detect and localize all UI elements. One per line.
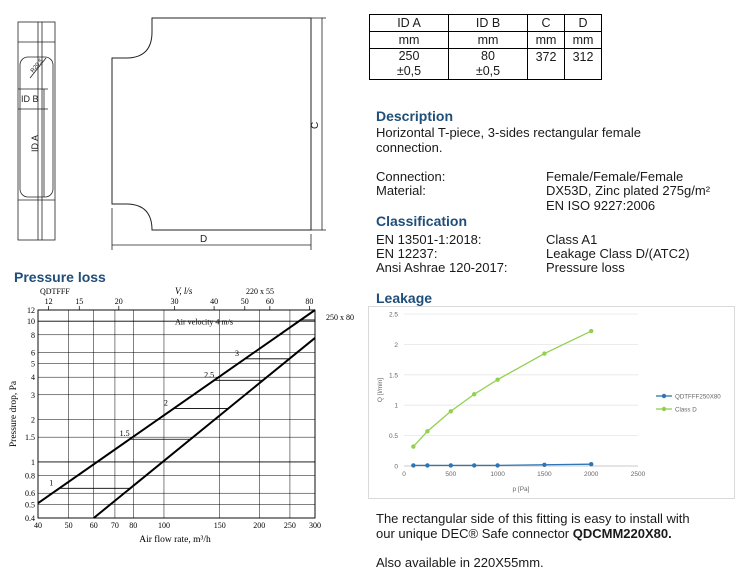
connector-product-code: QDCMM220X80. — [572, 526, 672, 541]
series-line-2 — [94, 338, 315, 518]
legend-marker — [662, 407, 666, 411]
y-tick-label: 0.5 — [25, 500, 35, 510]
x-axis-label: Air flow rate, m³/h — [139, 535, 211, 544]
data-point — [495, 377, 499, 381]
data-point — [542, 351, 546, 355]
data-point — [411, 444, 415, 448]
x-tick-label: 0 — [402, 471, 406, 478]
unit-id-b: mm — [449, 32, 528, 49]
series-label-250x80: 250 x 80 — [326, 313, 354, 322]
y-tick-label: 0.8 — [25, 471, 35, 481]
y-tick-label: 6 — [31, 348, 35, 358]
class-label-1: EN 13501-1:2018: — [376, 232, 482, 247]
y-tick-label: 0.4 — [25, 514, 35, 523]
spec-value-row — [370, 49, 602, 80]
velocity-marker-label: 1.5 — [119, 429, 130, 439]
top-tick-label: 40 — [210, 297, 219, 306]
value-d: 312 — [565, 49, 602, 80]
connection-label: Connection: — [376, 169, 446, 184]
y-tick-label: 5 — [31, 359, 35, 369]
x-tick-label: 250 — [283, 521, 296, 530]
class-label-3: Ansi Ashrae 120-2017: — [376, 260, 508, 275]
tolerance-id-b: ±0,5 — [475, 64, 501, 78]
product-label: QDTFFF — [40, 287, 70, 296]
y-tick-label: 1.5 — [25, 433, 35, 443]
x-tick-label: 200 — [253, 521, 266, 530]
value-id-b: 80 — [481, 49, 495, 63]
top-tick-label: 30 — [170, 297, 179, 306]
air-velocity-label: Air velocity 4 m/s — [175, 317, 233, 327]
y-axis-label: Q [l/min] — [377, 377, 384, 403]
standard-value: EN ISO 9227:2006 — [546, 198, 656, 213]
x-tick-label: 70 — [110, 521, 119, 530]
x-axis-label: p [Pa] — [512, 486, 530, 493]
id-b-label: ID B — [21, 94, 39, 104]
x-tick-label: 500 — [445, 471, 457, 478]
y-tick-label: 1 — [394, 402, 398, 410]
x-tick-label: 1000 — [490, 471, 505, 478]
footer-line-3: Also available in 220X55mm. — [376, 555, 544, 570]
y-tick-label: 4 — [31, 373, 35, 383]
y-axis-label: Pressure drop, Pa — [9, 380, 19, 448]
leakage-chart — [368, 306, 736, 500]
class-value-2: Leakage Class D/(ATC2) — [546, 246, 690, 261]
spec-table — [369, 14, 602, 80]
velocity-marker-label: 1 — [49, 478, 54, 488]
data-point — [472, 392, 476, 396]
y-tick-label: 2 — [31, 415, 35, 425]
description-line-2: connection. — [376, 140, 443, 155]
x-tick-label: 2500 — [630, 471, 646, 478]
value-id-a: 250 — [398, 49, 420, 63]
spec-unit-row — [370, 32, 602, 49]
top-tick-label: 12 — [44, 297, 53, 306]
y-tick-label: 0.6 — [25, 489, 35, 499]
data-point — [449, 409, 453, 413]
y-tick-label: 10 — [27, 317, 35, 327]
description-heading: Description — [376, 108, 454, 124]
y-tick-label: 3 — [31, 390, 35, 400]
velocity-marker-label: 3 — [234, 348, 239, 358]
x-tick-label: 80 — [129, 521, 138, 530]
plot-frame — [38, 310, 315, 518]
material-label: Material: — [376, 183, 426, 198]
connection-value: Female/Female/Female — [546, 169, 684, 184]
front-view-outline — [112, 18, 311, 230]
data-point — [425, 463, 429, 467]
pressure-loss-chart — [0, 284, 365, 544]
header-c: C — [528, 15, 565, 32]
x-tick-label: 1500 — [537, 471, 552, 478]
data-point — [542, 463, 546, 467]
radius-label: R20,5 — [29, 58, 45, 75]
leakage-heading: Leakage — [376, 290, 433, 306]
x-tick-label: 300 — [309, 521, 321, 530]
class-label-2: EN 12237: — [376, 246, 438, 261]
header-id-b: ID B — [449, 15, 528, 32]
header-id-a: ID A — [370, 15, 449, 32]
tolerance-id-a: ±0,5 — [396, 64, 422, 78]
y-tick-label: 8 — [31, 330, 35, 340]
x-tick-label: 150 — [213, 521, 226, 530]
classification-heading: Classification — [376, 213, 468, 229]
data-point — [411, 463, 415, 467]
data-point — [589, 329, 593, 333]
pressure-loss-heading: Pressure loss — [14, 269, 106, 285]
x-tick-label: 40 — [34, 521, 42, 530]
data-point — [472, 463, 476, 467]
side-view-drawing — [18, 22, 55, 240]
top-axis-label: V, l/s — [175, 286, 193, 296]
c-dimension-label: C — [310, 121, 321, 129]
unit-d: mm — [565, 32, 602, 49]
velocity-marker-label: 2.5 — [204, 370, 215, 380]
y-tick-label: 2 — [394, 341, 398, 349]
footer-line-2-text: our unique DEC® Safe connector — [376, 526, 573, 541]
data-point — [449, 463, 453, 467]
x-tick-label: 60 — [89, 521, 98, 530]
y-tick-label: 1 — [31, 457, 35, 467]
unit-c: mm — [528, 32, 565, 49]
y-tick-label: 2.5 — [388, 311, 398, 319]
velocity-marker-label: 2 — [163, 398, 168, 408]
spec-header-row — [370, 15, 602, 32]
footer-line-1: The rectangular side of this fitting is easy to install with — [376, 511, 690, 526]
x-tick-label: 50 — [64, 521, 73, 530]
material-value: DX53D, Zinc plated 275g/m² — [546, 183, 711, 198]
y-tick-label: 1.5 — [388, 372, 398, 380]
x-tick-label: 2000 — [583, 471, 599, 478]
unit-id-a: mm — [370, 32, 449, 49]
data-point — [495, 463, 499, 467]
y-tick-label: 0.5 — [388, 433, 398, 441]
top-tick-label: 80 — [305, 297, 314, 306]
series-label-220x55: 220 x 55 — [246, 287, 274, 296]
class-value-3: Pressure loss — [546, 260, 625, 275]
value-c: 372 — [528, 49, 565, 80]
y-tick-label: 12 — [27, 306, 35, 315]
top-tick-label: 15 — [75, 297, 84, 306]
data-point — [589, 462, 593, 466]
data-point — [425, 429, 429, 433]
d-dimension-label: D — [200, 234, 208, 245]
top-tick-label: 60 — [265, 297, 274, 306]
series-line-1 — [38, 310, 315, 503]
chart-frame — [369, 307, 735, 499]
class-value-1: Class A1 — [546, 232, 598, 247]
id-a-label: ID A — [30, 134, 40, 152]
legend-marker — [662, 394, 666, 398]
description-line-1: Horizontal T-piece, 3-sides rectangular female — [376, 125, 641, 140]
legend-label: QDTFFF250X80 — [675, 393, 721, 401]
x-tick-label: 100 — [157, 521, 170, 530]
top-tick-label: 50 — [240, 297, 249, 306]
footer-line-2 — [376, 526, 672, 541]
legend-label: Class D — [675, 406, 697, 414]
y-tick-label: 0 — [394, 463, 398, 471]
header-d: D — [565, 15, 602, 32]
technical-drawing — [0, 0, 345, 265]
top-tick-label: 20 — [114, 297, 123, 306]
